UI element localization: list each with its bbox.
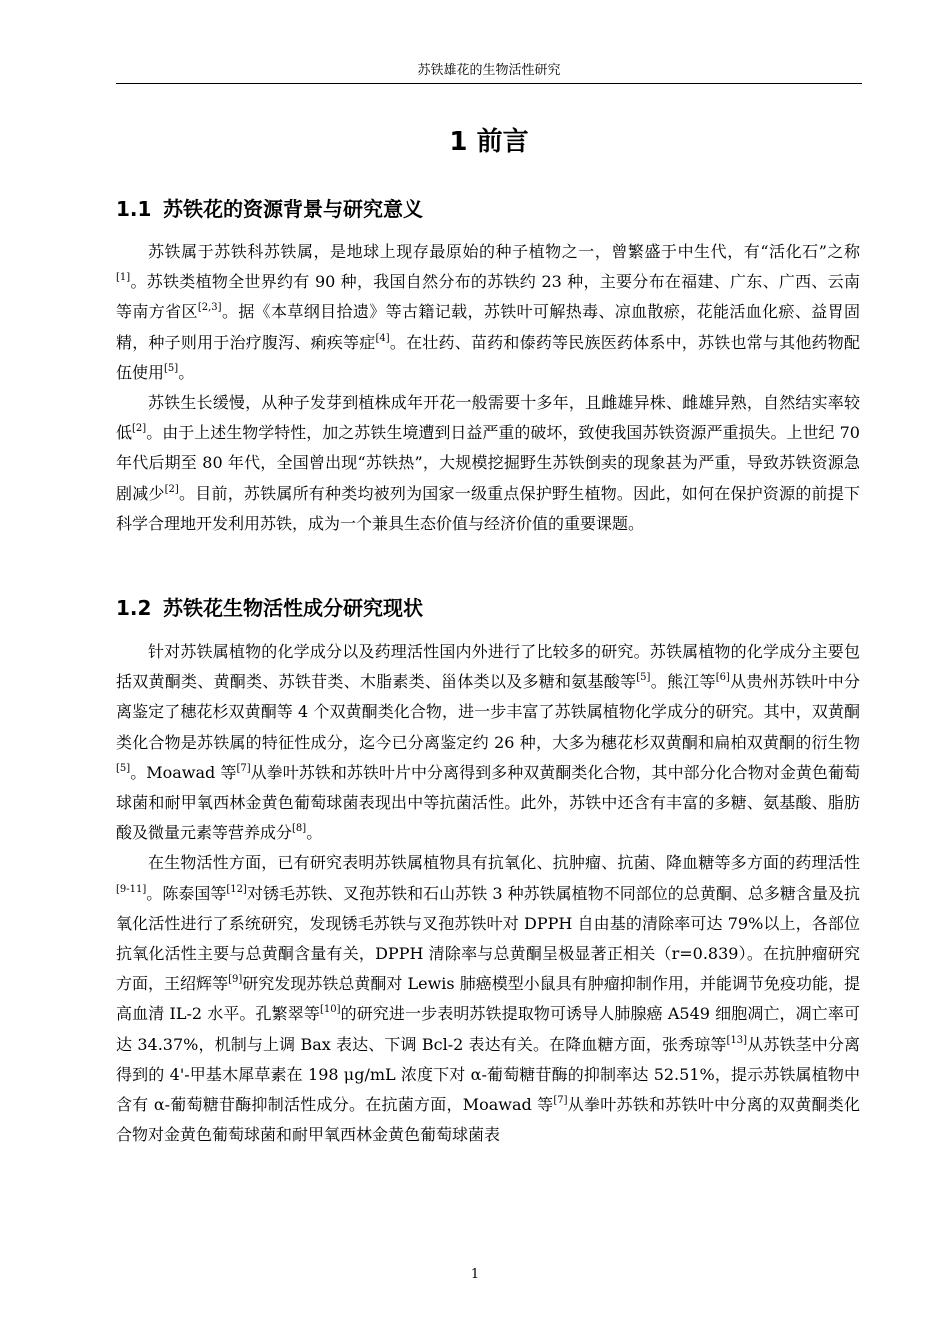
header-rule xyxy=(116,83,862,84)
text-run: 苏铁属于苏铁科苏铁属，是地球上现存最原始的种子植物之一，曾繁盛于中生代，有“活化石”之称 xyxy=(148,242,860,261)
section-heading-1-2 xyxy=(116,593,862,623)
paragraph xyxy=(116,637,860,848)
text-run: 。熊江等 xyxy=(650,672,716,692)
citation-ref: [7] xyxy=(236,762,251,774)
text-run: 。由于上述生物学特性，加之苏铁生境遭到日益严重的破坏，致使我国苏铁资源严重损失。上世纪 70 年代后期至 80 年代，全国曾出现“苏铁热”，大规模挖掘野生苏铁倒卖的现象甚为严重，导致苏铁资源急剧减少 xyxy=(116,423,860,503)
text-run: 的研究进一步表明苏铁提取物可诱导人肺腺癌 A549 细胞凋亡，凋亡率可达 34.37%，机制与上调 Bax 表达、下调 Bcl-2 表达有关。在降血糖方面，张秀琼等 xyxy=(116,1004,860,1054)
chapter-title: 1 前言 xyxy=(449,127,529,157)
citation-ref: [4] xyxy=(375,332,390,344)
text-run: 研究发现苏铁总黄酮对 Lewis 肺癌模型小鼠具有肿瘤抑制作用，并能调节免疫功能，提高血清 IL-2 水平。孔繁翠等 xyxy=(116,974,860,1024)
citation-ref: [1] xyxy=(116,272,131,284)
paragraph xyxy=(116,848,860,1150)
text-run: 。在壮药、苗药和傣药等民族医药体系中，苏铁也常与其他药物配伍使用 xyxy=(116,332,860,382)
text-run: 从拳叶苏铁和苏铁叶中分离的双黄酮类化合物对金黄色葡萄球菌和耐甲氧西林金黄色葡萄球菌表 xyxy=(116,1095,860,1145)
text-run: 。据《本草纲目拾遗》等古籍记载，苏铁叶可解热毒、凉血散瘀，花能活血化瘀、益胃固精，种子则用于治疗腹泻、痢疾等症 xyxy=(116,302,860,352)
section-title: 苏铁花生物活性成分研究现状 xyxy=(162,596,423,620)
citation-ref: [10] xyxy=(319,1004,341,1016)
text-run: 。Moawad 等 xyxy=(130,762,237,782)
citation-ref: [5] xyxy=(116,762,131,774)
section-title: 苏铁花的资源背景与研究意义 xyxy=(162,197,423,221)
section-body-1-1 xyxy=(116,237,860,539)
text-run: 苏铁生长缓慢，从种子发芽到植株成年开花一般需要十多年，且雌雄异株、雌雄异熟，自然结实率较低 xyxy=(116,393,860,443)
section-number: 1.1 xyxy=(116,197,152,221)
citation-ref: [13] xyxy=(726,1034,748,1046)
text-run: 。苏铁类植物全世界约有 90 种，我国自然分布的苏铁约 23 种，主要分布在福建、广东、广西、云南等南方省区 xyxy=(116,272,860,322)
citation-ref: [2,3] xyxy=(197,302,222,314)
section-heading-1-1 xyxy=(116,194,862,224)
citation-ref: [5] xyxy=(636,672,651,684)
text-run: 针对苏铁属植物的化学成分以及药理活性国内外进行了比较多的研究。苏铁属植物的化学成分主要包括双黄酮类、黄酮类、苏铁苷类、木脂素类、甾体类以及多糖和氨基酸等 xyxy=(116,642,860,692)
paragraph xyxy=(116,237,860,388)
section-body-1-2 xyxy=(116,637,860,1150)
citation-ref: [2] xyxy=(164,483,179,495)
text-run: 从拳叶苏铁和苏铁叶片中分离得到多种双黄酮类化合物，其中部分化合物对金黄色葡萄球菌和耐甲氧西林金黄色葡萄球菌表现出中等抗菌活性。此外，苏铁中还含有丰富的多糖、氨基酸、脂肪酸及微量元素等营养成分 xyxy=(116,762,860,843)
citation-ref: [9-11] xyxy=(116,883,147,895)
text-run: 在生物活性方面，已有研究表明苏铁属植物具有抗氧化、抗肿瘤、抗菌、降血糖等多方面的药理活性 xyxy=(148,853,860,873)
running-header: 苏铁雄花的生物活性研究 xyxy=(417,63,561,78)
text-run: 。 xyxy=(306,823,323,843)
section-number: 1.2 xyxy=(116,596,152,620)
text-run: 。陈泰国等 xyxy=(146,883,227,903)
text-run: 从苏铁茎中分离得到的 4'-甲基木犀草素在 198 μg/mL 浓度下对 α-葡萄糖苷酶的抑制率达 52.51%，提示苏铁属植物中含有 α-葡萄糖苷酶抑制活性成分。在抗菌方面，Moawad 等 xyxy=(116,1034,860,1115)
citation-ref: [9] xyxy=(228,974,243,986)
text-run: 。 xyxy=(178,362,195,382)
text-run: 从贵州苏铁叶中分离鉴定了穗花杉双黄酮等 4 个双黄酮类化合物，进一步丰富了苏铁属植物化学成分的研究。其中，双黄酮类化合物是苏铁属的特征性成分，迄今已分离鉴定约 26 种，大多为穗花杉双黄酮和扁柏双黄酮的衍生物 xyxy=(116,672,860,752)
citation-ref: [2] xyxy=(132,423,147,435)
citation-ref: [12] xyxy=(226,883,247,895)
citation-ref: [6] xyxy=(715,672,730,684)
citation-ref: [8] xyxy=(292,823,307,835)
text-run: 对锈毛苏铁、叉孢苏铁和石山苏铁 3 种苏铁属植物不同部位的总黄酮、总多糖含量及抗氧化活性进行了系统研究，发现锈毛苏铁与叉孢苏铁叶对 DPPH 自由基的清除率可达 79%以上，各部位抗氧化活性主要与总黄酮含量有关，DPPH 清除率与总黄酮呈极显著正相关（r=0.839）。在抗肿瘤研究方面，王绍辉等 xyxy=(116,883,860,994)
text-run: 。目前，苏铁属所有种类均被列为国家一级重点保护野生植物。因此，如何在保护资源的前提下科学合理地开发利用苏铁，成为一个兼具生态价值与经济价值的重要课题。 xyxy=(116,483,860,533)
citation-ref: [5] xyxy=(164,362,179,374)
citation-ref: [7] xyxy=(553,1095,568,1107)
paragraph xyxy=(116,388,860,539)
page-number: 1 xyxy=(470,1267,480,1282)
